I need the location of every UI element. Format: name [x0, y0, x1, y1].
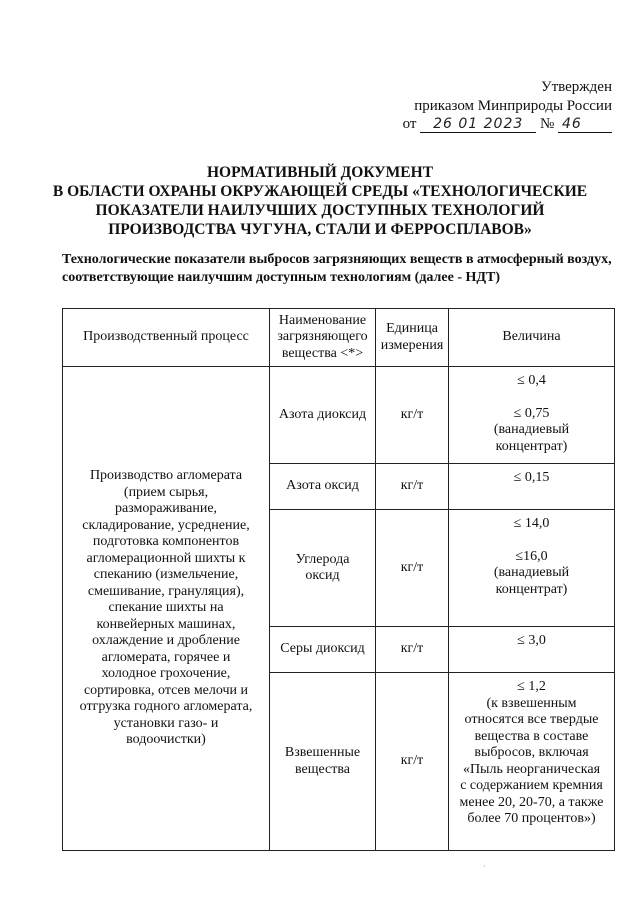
value-main: ≤ 0,15: [513, 470, 550, 485]
unit-cell: кг/т: [376, 510, 449, 627]
value-cell: [449, 627, 615, 673]
header-substance: Наименование загрязняющего вещества <*>: [270, 309, 376, 367]
value-note: (к взвешенным относятся все твердые вещества в составе выбросов, включая «Пыль неорганическая с содержанием кремния менее 20, 20-70, а также более 70 процентов»): [459, 695, 604, 826]
document-subtitle: Технологические показатели выбросов загрязняющих веществ в атмосферный воздух, соответствующие наилучшим доступным технологиям (далее - НДТ): [62, 252, 612, 285]
substance-cell: Серы диоксид: [270, 627, 376, 673]
substance-cell: Азота оксид: [270, 464, 376, 510]
handwritten-date: 26 01 2023: [420, 117, 536, 133]
number-prefix: №: [539, 116, 555, 132]
ndt-emissions-table: [62, 308, 615, 851]
value-cell: [449, 464, 615, 510]
value-main: ≤ 3,0: [517, 633, 546, 648]
value-cell: [449, 673, 615, 851]
substance-cell: Взвешенные вещества: [270, 673, 376, 851]
approval-line-order: приказом Минприроды России: [414, 97, 612, 114]
unit-cell: кг/т: [376, 627, 449, 673]
unit-cell: кг/т: [376, 673, 449, 851]
header-value: Величина: [449, 309, 615, 367]
approval-line-date: [403, 115, 612, 134]
scan-speck: ·: [483, 862, 486, 871]
header-unit: Единица измерения: [376, 309, 449, 367]
value-cell: [449, 510, 615, 627]
document-title: НОРМАТИВНЫЙ ДОКУМЕНТ В ОБЛАСТИ ОХРАНЫ ОКРУЖАЮЩЕЙ СРЕДЫ «ТЕХНОЛОГИЧЕСКИЕ ПОКАЗАТЕЛИ НАИЛУЧШИХ ДОСТУПНЫХ ТЕХНОЛОГИЙ ПРОИЗВОДСТВА ЧУГУНА, СТАЛИ И ФЕРРОСПЛАВОВ»: [52, 164, 588, 238]
table-header-row: [63, 309, 615, 367]
value-alt: ≤16,0 (ванадиевый концентрат): [493, 548, 570, 597]
substance-cell: Углерода оксид: [270, 510, 376, 627]
date-prefix: от: [402, 116, 417, 132]
value-main: ≤ 14,0: [513, 516, 550, 531]
substance-cell: Азота диоксид: [270, 367, 376, 464]
value-alt: ≤ 0,75 (ванадиевый концентрат): [493, 405, 570, 454]
value-cell: [449, 367, 615, 464]
approval-line-approved: Утвержден: [540, 79, 612, 95]
table-row: [63, 367, 615, 464]
value-main: ≤ 1,2: [517, 679, 546, 694]
unit-cell: кг/т: [376, 464, 449, 510]
unit-cell: кг/т: [376, 367, 449, 464]
value-main: ≤ 0,4: [517, 373, 546, 388]
header-process: Производственный процесс: [63, 309, 270, 367]
process-cell: Производство агломерата (прием сырья, размораживание, складирование, усреднение, подготовка компонентов агломерационной шихты к спеканию (измельчение, смешивание, грануляция), спекание шихты на конвейерных машинах, охлаждение и дробление агломерата, горячее и холодное грохочение, сортировка, отсев мелочи и отгрузка годного агломерата, установки газо- и водоочистки): [63, 367, 270, 851]
approval-block: [403, 78, 612, 134]
handwritten-order-number: 46: [558, 117, 612, 133]
